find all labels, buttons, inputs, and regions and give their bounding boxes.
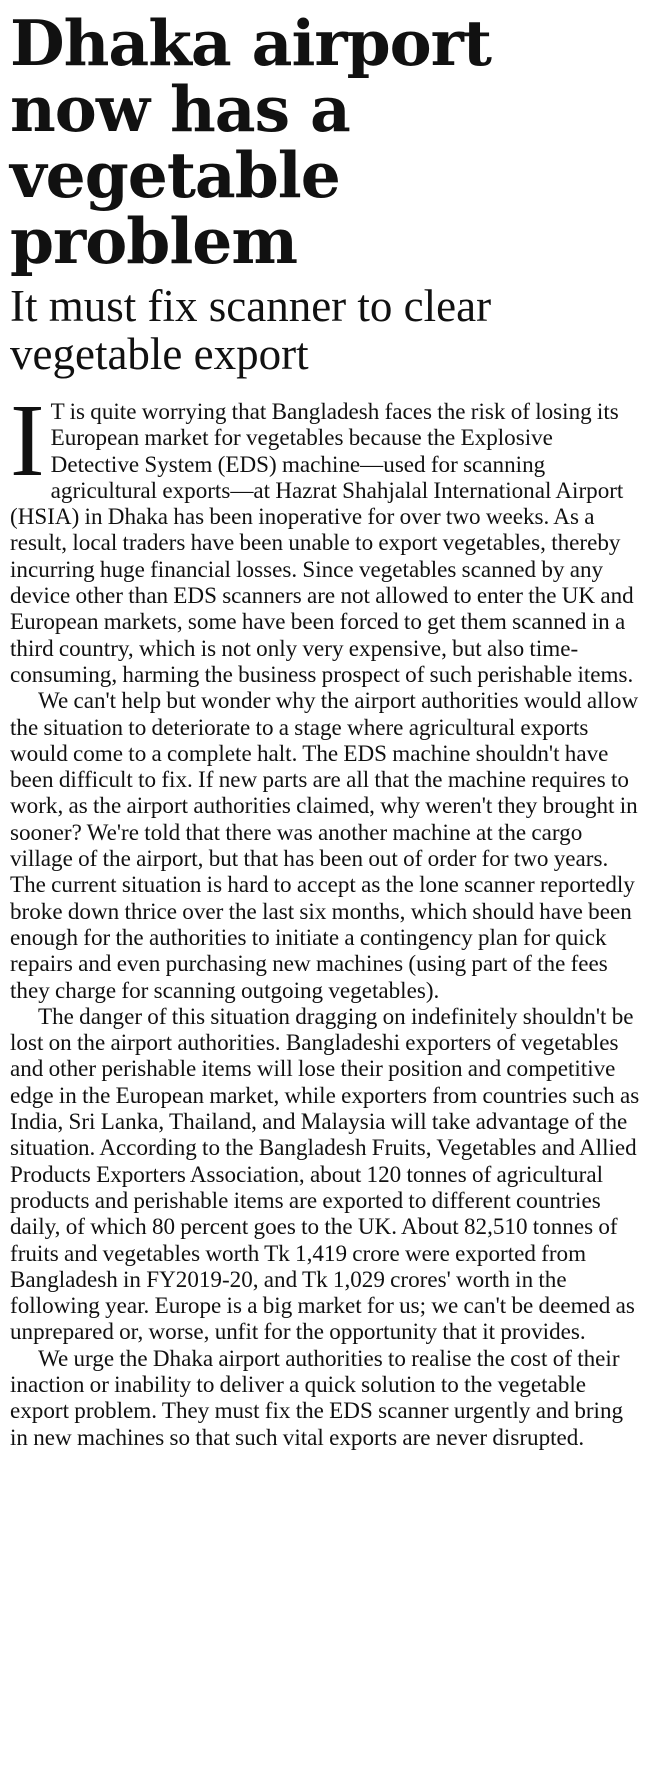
- drop-cap: I: [10, 383, 45, 498]
- paragraph-1-text: T is quite worrying that Bangladesh faces the risk of losing its European market for vegetables because the Explosive Detective System (EDS) machine—used for scanning agricultural exports—at Hazrat Shahjalal International Airport (HSIA) in Dhaka has been inoperative for over two weeks. As a result, local traders have been unable to export vegetables, thereby incurring huge financial losses. Since vegetables scanned by any device other than EDS scanners are not allowed to enter the UK and European markets, some have been forced to get them scanned in a third country, which is not only very expensive, but also time-consuming, harming the business prospect of such perishable items.: [10, 398, 634, 687]
- paragraph-2: We can't help but wonder why the airport authorities would allow the situation to deteriorate to a stage where agricultural exports would come to a complete halt. The EDS machine shouldn't have been difficult to fix. If new parts are all that the machine requires to work, as the airport authorities claimed, why weren't they brought in sooner? We're told that there was another machine at the cargo village of the airport, but that has been out of order for two years. The current situation is hard to accept as the lone scanner reportedly broke down thrice over the last six months, which should have been enough for the authorities to initiate a contingency plan for quick repairs and even purchasing new machines (using part of the fees they charge for scanning outgoing vegetables).: [10, 687, 639, 1003]
- article-body: [10, 383, 640, 1450]
- paragraph-1: [10, 383, 640, 687]
- headline: Dhaka airport now has a vegetable problem: [10, 6, 491, 278]
- paragraph-4: We urge the Dhaka airport authorities to realise the cost of their inaction or inability to deliver a quick solution to the vegetable export problem. They must fix the EDS scanner urgently and bring in new machines so that such vital exports are never disrupted.: [10, 1344, 624, 1450]
- subheadline: It must fix scanner to clear vegetable export: [10, 281, 492, 379]
- paragraph-3: The danger of this situation dragging on indefinitely shouldn't be lost on the airport authorities. Bangladeshi exporters of vegetables and other perishable items will lose their position and competitive edge in the European market, while exporters from countries such as India, Sri Lanka, Thailand, and Malaysia will take advantage of the situation. According to the Bangladesh Fruits, Vegetables and Allied Products Exporters Association, about 120 tonnes of agricultural products and perishable items are exported to different countries daily, of which 80 percent goes to the UK. About 82,510 tonnes of fruits and vegetables worth Tk 1,419 crore were exported from Bangladesh in FY2019-20, and Tk 1,029 crores' worth in the following year. Europe is a big market for us; we can't be deemed as unprepared or, worse, unfit for the opportunity that it provides.: [10, 1002, 640, 1345]
- editorial-article: [10, 6, 640, 1450]
